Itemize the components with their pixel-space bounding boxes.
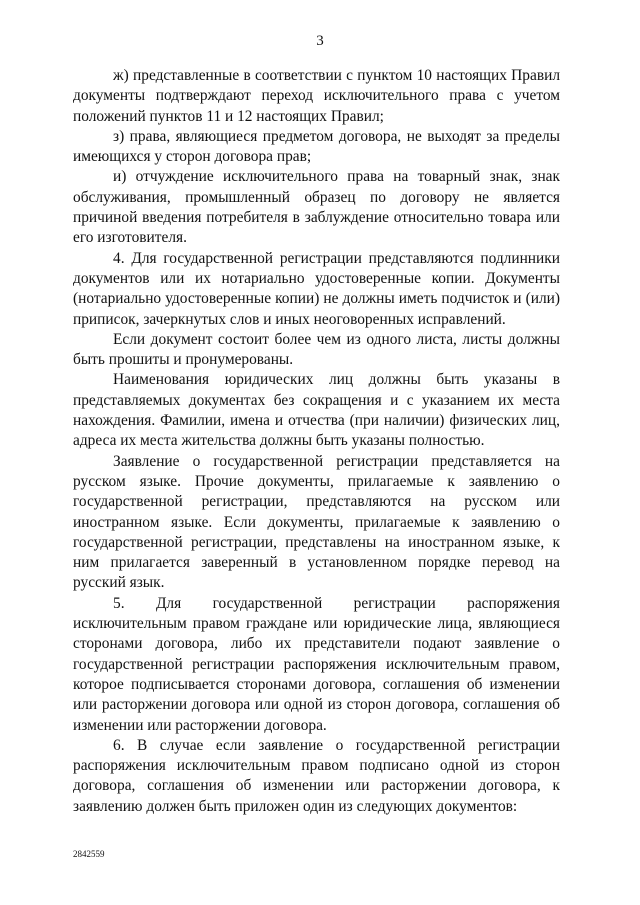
paragraph-4-names: Наименования юридических лиц должны быть указаны в представляемых документах без сокращения и с указанием их места нахождения. Фамилии, имена и отчества (при наличии) физических лиц, адреса их места жительства должны быть указаны полностью. xyxy=(73,371,560,450)
paragraph-i: и) отчуждение исключительного права на товарный знак, знак обслуживания, промышленный образец по договору не является причиной введения потребителя в заблуждение относительно товара или его изготовителя. xyxy=(73,168,560,247)
paragraph-z: з) права, являющиеся предметом договора, не выходят за пределы имеющихся у сторон договора прав; xyxy=(73,127,560,166)
paragraph-4-sheets: Если документ состоит более чем из одного листа, листы должны быть прошиты и пронумерованы. xyxy=(73,330,560,369)
paragraph-4-language: Заявление о государственной регистрации представляется на русском языке. Прочие документы, прилагаемые к заявлению о государственной регистрации, представляются на русском или иностранном языке. Если документы, прилагаемые к заявлению о государственной регистрации, представлены на иностранном языке, к ним прилагается заверенный в установленном порядке перевод на русский язык. xyxy=(73,452,560,592)
page-number: 3 xyxy=(316,33,324,49)
document-id: 2842559 xyxy=(73,849,105,859)
paragraph-6: 6. В случае если заявление о государственной регистрации распоряжения исключительным правом подписано одной из сторон договора, соглашения об изменении или расторжении договора, к заявлению должен быть приложен один из следующих документов: xyxy=(73,736,560,815)
paragraph-4: 4. Для государственной регистрации представляются подлинники документов или их нотариально удостоверенные копии. Документы (нотариально удостоверенные копии) не должны иметь подчисток и (или) приписок, зачеркнутых слов и иных неоговоренных исправлений. xyxy=(73,249,560,328)
paragraph-5: 5. Для государственной регистрации распоряжения исключительным правом граждане или юридические лица, являющиеся сторонами договора, либо их представители подают заявление о государственной регистрации распоряжения исключительным правом, которое подписывается сторонами договора, соглашения об изменении или расторжении договора или одной из сторон договора, соглашения об изменении или расторжении договора. xyxy=(73,594,560,734)
document-body xyxy=(73,66,560,817)
paragraph-zh: ж) представленные в соответствии с пунктом 10 настоящих Правил документы подтверждают переход исключительного права с учетом положений пунктов 11 и 12 настоящих Правил; xyxy=(73,67,560,125)
